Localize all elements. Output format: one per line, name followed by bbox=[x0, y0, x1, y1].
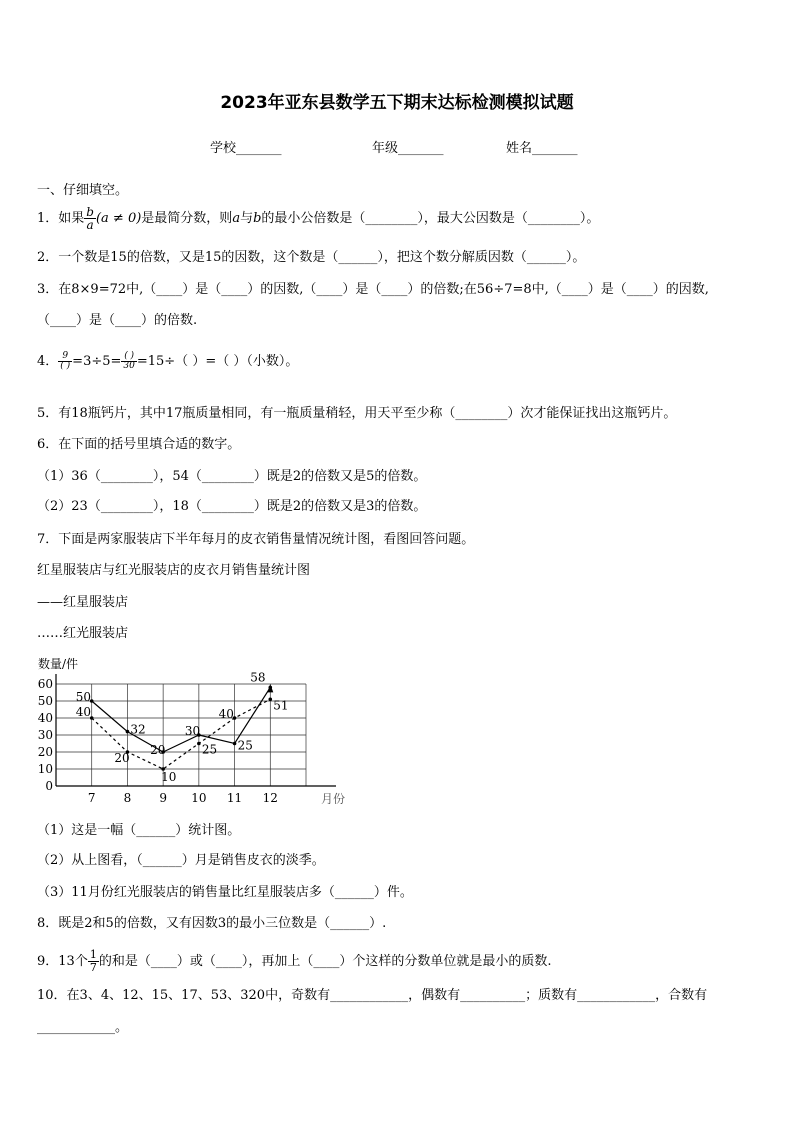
q4-f1-den: ( ) bbox=[60, 361, 71, 371]
q9-frac-num: 1 bbox=[89, 948, 97, 961]
name-field: 姓名_______ bbox=[506, 141, 578, 156]
q4-text-c: =15÷（ ）=（ ）（小数）。 bbox=[136, 354, 299, 369]
q1-fraction bbox=[84, 206, 96, 231]
question-10-line1: 10．在3、4、12、15、17、53、320中，奇数有____________，偶数有__________；质数有____________，合数有 bbox=[37, 988, 708, 1003]
chart-title: 红星服装店与红光服装店的皮衣月销售量统计图 bbox=[37, 563, 311, 578]
q4-fraction-2 bbox=[121, 352, 136, 371]
legend-hongxing: ——红星服装店 bbox=[37, 595, 129, 610]
question-7-part-1: （1）这是一幅（______）统计图。 bbox=[37, 823, 241, 838]
q1-condition: (a ≠ 0) bbox=[95, 211, 142, 226]
y-tick-label: 10 bbox=[37, 762, 53, 776]
grade-field: 年级_______ bbox=[372, 141, 444, 156]
question-7-part-2: （2）从上图看，（______）月是销售皮衣的淡季。 bbox=[37, 853, 325, 868]
x-tick-label: 7 bbox=[87, 791, 96, 805]
q1-text-d: 的最小公倍数是（________），最大公因数是（________）。 bbox=[261, 211, 600, 226]
q9-text-a: 9．13个 bbox=[37, 954, 88, 969]
q1-text-b: 是最简分数，则 bbox=[141, 211, 233, 226]
data-point bbox=[233, 742, 237, 746]
q1-var-b: b bbox=[253, 211, 262, 226]
q1-text-c: 与 bbox=[240, 211, 254, 226]
y-tick-label: 60 bbox=[37, 677, 53, 691]
q1-var-a: a bbox=[232, 211, 241, 226]
data-label: 58 bbox=[250, 670, 266, 685]
y-axis-label: 数量/件 bbox=[38, 657, 79, 671]
q9-fraction bbox=[88, 949, 99, 974]
question-6-part-2: （2）23（________），18（________）既是2的倍数又是3的倍数。 bbox=[37, 499, 427, 514]
question-1 bbox=[37, 206, 599, 231]
school-field: 学校_______ bbox=[210, 141, 282, 156]
data-point bbox=[268, 698, 272, 702]
y-tick-label: 30 bbox=[37, 728, 53, 742]
question-3-line2: （____）是（____）的倍数. bbox=[37, 313, 198, 328]
data-label: 20 bbox=[150, 743, 166, 757]
data-label: 25 bbox=[201, 742, 218, 757]
question-9 bbox=[37, 949, 551, 974]
question-4 bbox=[37, 352, 298, 371]
section-heading: 一、仔细填空。 bbox=[37, 183, 129, 198]
data-label: 51 bbox=[273, 698, 289, 713]
x-axis-label: 月份 bbox=[321, 792, 346, 806]
x-tick-label: 12 bbox=[262, 791, 278, 805]
x-tick-label: 8 bbox=[123, 791, 132, 805]
arrow-head bbox=[267, 684, 273, 692]
data-label: 10 bbox=[161, 770, 177, 784]
data-label: 20 bbox=[114, 751, 130, 765]
q1-text-a: 1．如果 bbox=[37, 211, 85, 226]
chart-svg bbox=[36, 656, 346, 806]
x-tick-label: 10 bbox=[191, 791, 207, 805]
question-7-stem: 7．下面是两家服装店下半年每月的皮衣销售量情况统计图，看图回答问题。 bbox=[37, 532, 475, 547]
y-tick-label: 0 bbox=[45, 779, 53, 793]
data-label: 25 bbox=[237, 738, 253, 753]
y-tick-label: 50 bbox=[37, 694, 53, 708]
legend-hongguang: ……红光服装店 bbox=[37, 626, 129, 641]
q4-f1-num: 9 bbox=[58, 352, 72, 362]
data-label: 32 bbox=[130, 722, 146, 737]
q4-text-b: =3÷5= bbox=[72, 354, 122, 369]
q4-f2-den: 30 bbox=[123, 361, 135, 371]
y-tick-label: 40 bbox=[37, 711, 53, 725]
q9-text-b: 的和是（____）或（____），再加上（____）个这样的分数单位就是最小的质数. bbox=[98, 954, 552, 969]
data-point bbox=[126, 730, 130, 734]
data-point bbox=[197, 742, 201, 746]
q4-number: 4． bbox=[37, 354, 59, 369]
q1-frac-den: a bbox=[86, 218, 94, 232]
data-label: 40 bbox=[75, 705, 91, 719]
question-8: 8．既是2和5的倍数，又有因数3的最小三位数是（______）. bbox=[37, 916, 387, 931]
q4-f2-num: ( ) bbox=[121, 352, 136, 362]
question-5: 5．有18瓶钙片，其中17瓶质量相同，有一瓶质量稍轻，用天平至少称（________）次才能保证找出这瓶钙片。 bbox=[37, 406, 677, 421]
data-label: 40 bbox=[218, 707, 234, 721]
question-10-line2: ____________。 bbox=[37, 1020, 129, 1035]
q1-frac-num: b bbox=[86, 205, 94, 219]
sales-line-chart bbox=[36, 656, 346, 806]
question-3-line1: 3．在8×9=72中,（____）是（____）的因数,（____）是（____）的倍数;在56÷7=8中,（____）是（____）的因数, bbox=[37, 282, 709, 297]
data-label: 30 bbox=[184, 724, 201, 738]
question-6-part-1: （1）36（________），54（________）既是2的倍数又是5的倍数。 bbox=[37, 469, 427, 484]
question-6-stem: 6．在下面的括号里填合适的数字。 bbox=[37, 437, 241, 452]
question-7-part-3: （3）11月份红光服装店的销售量比红星服装店多（______）件。 bbox=[37, 885, 413, 900]
x-tick-label: 9 bbox=[159, 791, 167, 805]
question-2: 2．一个数是15的倍数，又是15的因数，这个数是（______），把这个数分解质因数（______）。 bbox=[37, 250, 586, 265]
y-tick-label: 20 bbox=[37, 745, 53, 759]
x-tick-label: 11 bbox=[226, 791, 243, 805]
q4-fraction-1 bbox=[58, 352, 72, 371]
page-title: 2023年亚东县数学五下期末达标检测模拟试题 bbox=[220, 93, 574, 113]
data-label: 50 bbox=[75, 690, 91, 704]
q9-frac-den: 7 bbox=[89, 961, 97, 974]
